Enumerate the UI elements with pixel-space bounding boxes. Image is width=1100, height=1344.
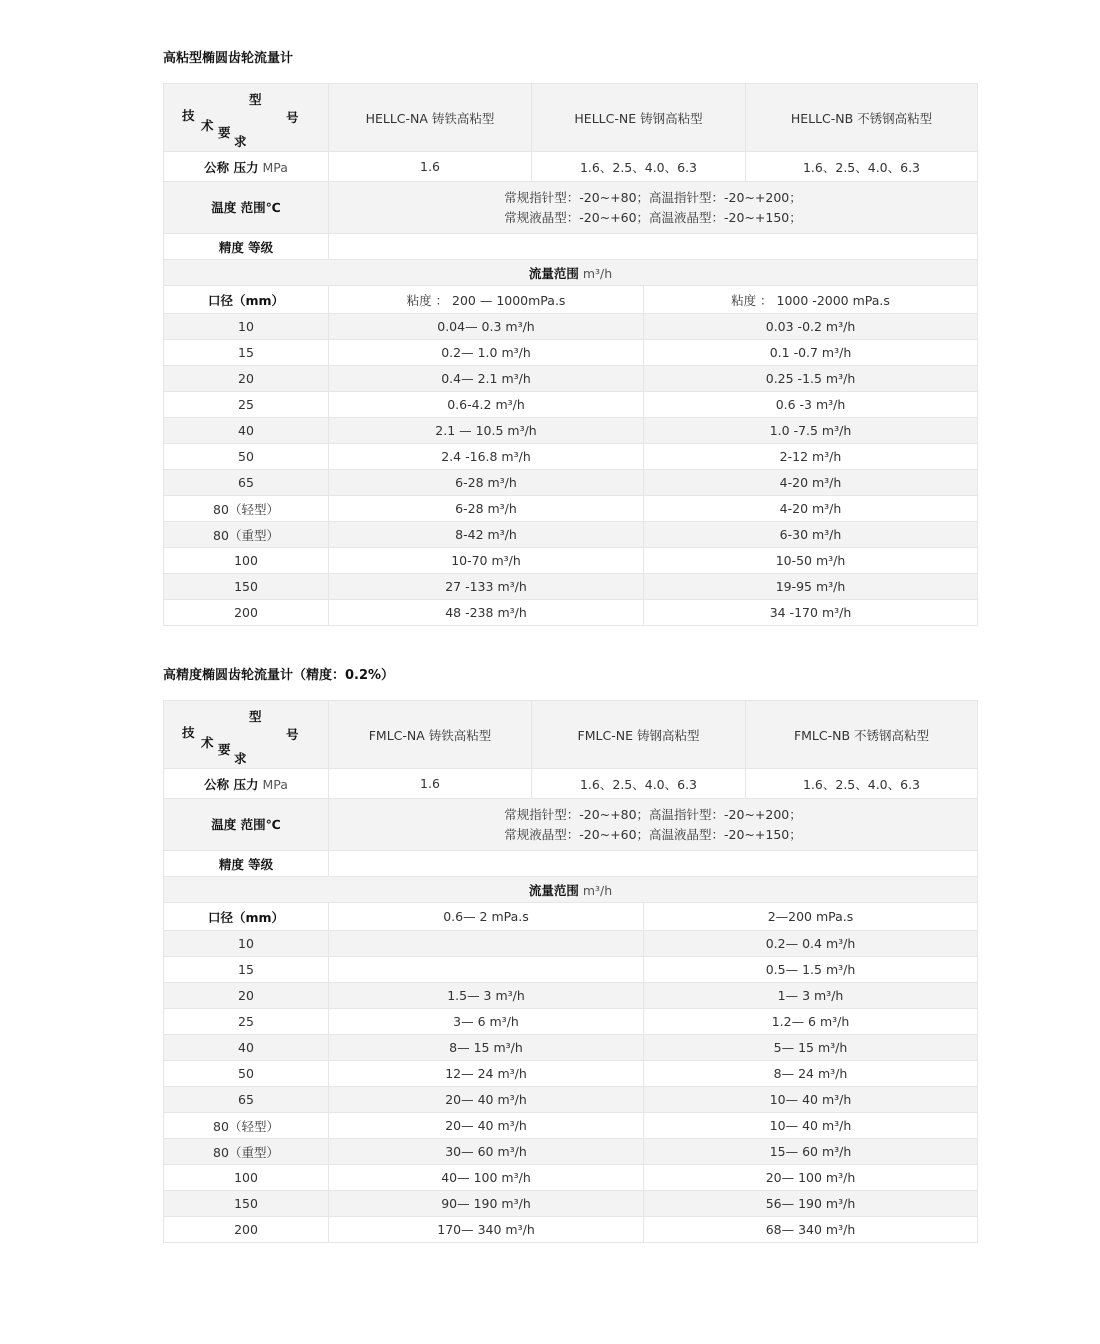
dn-cell: 65: [164, 470, 329, 496]
flow-right-cell: 20— 100 m³/h: [644, 1165, 978, 1191]
temperature-row: [164, 799, 978, 851]
flow-left-cell: [329, 957, 644, 983]
flow-left-cell: 6-28 m³/h: [329, 470, 644, 496]
table1-section: [163, 83, 977, 626]
dn-cell: 25: [164, 1009, 329, 1035]
pressure-ne: 1.6、2.5、4.0、6.3: [532, 152, 746, 182]
table-row: [164, 1165, 978, 1191]
flow-left-cell: 40— 100 m³/h: [329, 1165, 644, 1191]
viscosity-row: [164, 286, 978, 314]
pressure-label: 公称 压力 MPa: [164, 152, 329, 182]
pressure-row: [164, 769, 978, 799]
model-nb: HELLC-NB 不锈钢高粘型: [746, 84, 978, 152]
flow-right-cell: 0.25 -1.5 m³/h: [644, 366, 978, 392]
dn-cell: 40: [164, 418, 329, 444]
viscosity-left: 粘度 ： 200 — 1000mPa.s: [329, 286, 644, 314]
pressure-label: 公称 压力 MPa: [164, 769, 329, 799]
table-row: [164, 957, 978, 983]
model-header-row: [164, 701, 978, 769]
table-row: [164, 1009, 978, 1035]
table-row: [164, 340, 978, 366]
table-row: [164, 1139, 978, 1165]
flow-right-cell: 2-12 m³/h: [644, 444, 978, 470]
accuracy-row: [164, 851, 978, 877]
flow-right-cell: 8— 24 m³/h: [644, 1061, 978, 1087]
flow-right-cell: 68— 340 m³/h: [644, 1217, 978, 1243]
viscosity-left: 0.6— 2 mPa.s: [329, 903, 644, 931]
flow-right-cell: 5— 15 m³/h: [644, 1035, 978, 1061]
flow-left-cell: 3— 6 m³/h: [329, 1009, 644, 1035]
model-na: FMLC-NA 铸铁高粘型: [329, 701, 532, 769]
table-row: [164, 600, 978, 626]
table-row: [164, 522, 978, 548]
temperature-label: 温度 范围℃: [164, 182, 329, 234]
viscosity-right: 粘度 ： 1000 -2000 mPa.s: [644, 286, 978, 314]
dn-cell: 80（重型）: [164, 522, 329, 548]
viscosity-right: 2—200 mPa.s: [644, 903, 978, 931]
flow-left-cell: 20— 40 m³/h: [329, 1113, 644, 1139]
flow-right-cell: 6-30 m³/h: [644, 522, 978, 548]
dn-cell: 40: [164, 1035, 329, 1061]
flow-left-cell: 8-42 m³/h: [329, 522, 644, 548]
table-row: [164, 314, 978, 340]
flow-range-header: 流量范围 m³/h: [164, 877, 978, 903]
table-row: [164, 366, 978, 392]
table-row: [164, 1217, 978, 1243]
flow-left-cell: 170— 340 m³/h: [329, 1217, 644, 1243]
dn-cell: 25: [164, 392, 329, 418]
pressure-na: 1.6: [329, 152, 532, 182]
pressure-na: 1.6: [329, 769, 532, 799]
dn-cell: 100: [164, 548, 329, 574]
accuracy-value: [329, 851, 978, 877]
corner-cell: 型 号 技 术 要 求: [164, 84, 329, 152]
flow-left-cell: 0.6-4.2 m³/h: [329, 392, 644, 418]
model-header-row: [164, 84, 978, 152]
accuracy-label: 精度 等级: [164, 234, 329, 260]
table-row: [164, 1035, 978, 1061]
flow-right-cell: 1.2— 6 m³/h: [644, 1009, 978, 1035]
flow-right-cell: 10-50 m³/h: [644, 548, 978, 574]
dn-cell: 20: [164, 366, 329, 392]
corner-cell: 型 号 技 术 要 求: [164, 701, 329, 769]
flow-range-row: [164, 877, 978, 903]
dn-cell: 200: [164, 600, 329, 626]
table-row: [164, 1113, 978, 1139]
table-row: [164, 548, 978, 574]
dn-cell: 150: [164, 574, 329, 600]
flow-left-cell: 1.5— 3 m³/h: [329, 983, 644, 1009]
flow-right-cell: 19-95 m³/h: [644, 574, 978, 600]
flow-left-cell: 30— 60 m³/h: [329, 1139, 644, 1165]
viscosity-row: [164, 903, 978, 931]
flow-left-cell: 2.4 -16.8 m³/h: [329, 444, 644, 470]
flow-right-cell: 1— 3 m³/h: [644, 983, 978, 1009]
table-row: [164, 931, 978, 957]
flow-left-cell: 6-28 m³/h: [329, 496, 644, 522]
dn-cell: 80（重型）: [164, 1139, 329, 1165]
temperature-label: 温度 范围℃: [164, 799, 329, 851]
flow-left-cell: [329, 931, 644, 957]
dn-cell: 20: [164, 983, 329, 1009]
flow-right-cell: 10— 40 m³/h: [644, 1087, 978, 1113]
flow-left-cell: 20— 40 m³/h: [329, 1087, 644, 1113]
table2-section: [163, 700, 977, 1243]
table-row: [164, 470, 978, 496]
dn-cell: 15: [164, 340, 329, 366]
flow-right-cell: 0.5— 1.5 m³/h: [644, 957, 978, 983]
flow-left-cell: 90— 190 m³/h: [329, 1191, 644, 1217]
table-row: [164, 496, 978, 522]
table-row: [164, 574, 978, 600]
dn-cell: 10: [164, 314, 329, 340]
dn-cell: 50: [164, 1061, 329, 1087]
flow-right-cell: 0.2— 0.4 m³/h: [644, 931, 978, 957]
dn-cell: 80（轻型）: [164, 496, 329, 522]
dn-cell: 50: [164, 444, 329, 470]
flow-right-cell: 56— 190 m³/h: [644, 1191, 978, 1217]
flow-left-cell: 10-70 m³/h: [329, 548, 644, 574]
flow-left-cell: 8— 15 m³/h: [329, 1035, 644, 1061]
table1: [163, 83, 978, 626]
pressure-ne: 1.6、2.5、4.0、6.3: [532, 769, 746, 799]
temperature-row: [164, 182, 978, 234]
flow-range-header: 流量范围 m³/h: [164, 260, 978, 286]
flow-left-cell: 0.04— 0.3 m³/h: [329, 314, 644, 340]
temperature-value: 常规指针型：-20~+80；高温指针型：-20~+200； 常规液晶型：-20~+60；高温液晶型：-20~+150；: [329, 182, 978, 234]
temperature-value: 常规指针型：-20~+80；高温指针型：-20~+200； 常规液晶型：-20~+60；高温液晶型：-20~+150；: [329, 799, 978, 851]
table-row: [164, 418, 978, 444]
flow-right-cell: 0.6 -3 m³/h: [644, 392, 978, 418]
dn-cell: 15: [164, 957, 329, 983]
pressure-row: [164, 152, 978, 182]
flow-left-cell: 48 -238 m³/h: [329, 600, 644, 626]
model-na: HELLC-NA 铸铁高粘型: [329, 84, 532, 152]
table2-body: [164, 931, 978, 1243]
dn-label: 口径（mm）: [164, 286, 329, 314]
table1-title: 高粘型椭圆齿轮流量计: [163, 51, 294, 66]
table2-title: 高精度椭圆齿轮流量计（精度：0.2%）: [163, 668, 395, 683]
table-row: [164, 1061, 978, 1087]
dn-cell: 200: [164, 1217, 329, 1243]
table-row: [164, 983, 978, 1009]
table-row: [164, 1191, 978, 1217]
dn-label: 口径（mm）: [164, 903, 329, 931]
flow-right-cell: 4-20 m³/h: [644, 496, 978, 522]
pressure-nb: 1.6、2.5、4.0、6.3: [746, 769, 978, 799]
flow-left-cell: 27 -133 m³/h: [329, 574, 644, 600]
flow-right-cell: 0.03 -0.2 m³/h: [644, 314, 978, 340]
dn-cell: 10: [164, 931, 329, 957]
accuracy-label: 精度 等级: [164, 851, 329, 877]
table-row: [164, 444, 978, 470]
dn-cell: 150: [164, 1191, 329, 1217]
accuracy-row: [164, 234, 978, 260]
flow-right-cell: 10— 40 m³/h: [644, 1113, 978, 1139]
flow-right-cell: 34 -170 m³/h: [644, 600, 978, 626]
table-row: [164, 392, 978, 418]
flow-left-cell: 0.4— 2.1 m³/h: [329, 366, 644, 392]
model-ne: FMLC-NE 铸钢高粘型: [532, 701, 746, 769]
table-row: [164, 1087, 978, 1113]
dn-cell: 80（轻型）: [164, 1113, 329, 1139]
table2: [163, 700, 978, 1243]
model-nb: FMLC-NB 不锈钢高粘型: [746, 701, 978, 769]
flow-left-cell: 12— 24 m³/h: [329, 1061, 644, 1087]
flow-right-cell: 1.0 -7.5 m³/h: [644, 418, 978, 444]
model-ne: HELLC-NE 铸钢高粘型: [532, 84, 746, 152]
flow-right-cell: 0.1 -0.7 m³/h: [644, 340, 978, 366]
dn-cell: 65: [164, 1087, 329, 1113]
dn-cell: 100: [164, 1165, 329, 1191]
pressure-nb: 1.6、2.5、4.0、6.3: [746, 152, 978, 182]
flow-left-cell: 2.1 — 10.5 m³/h: [329, 418, 644, 444]
flow-right-cell: 4-20 m³/h: [644, 470, 978, 496]
table1-body: [164, 314, 978, 626]
flow-right-cell: 15— 60 m³/h: [644, 1139, 978, 1165]
flow-range-row: [164, 260, 978, 286]
flow-left-cell: 0.2— 1.0 m³/h: [329, 340, 644, 366]
accuracy-value: [329, 234, 978, 260]
